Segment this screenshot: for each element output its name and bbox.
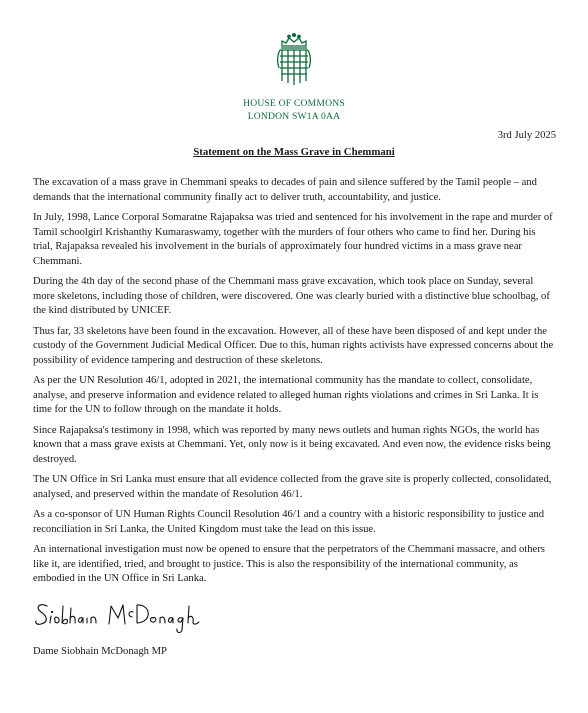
- paragraph: In July, 1998, Lance Corporal Somaratne Rajapaksa was tried and sentenced for his involvement in the rape and murder of Tamil schoolgirl Krishanthy Kumaraswamy, together with the murders of four others who came to find her. During his trial, Rajapaksa revealed his involvement in the burials of approximately four hundred victims in a mass grave near Chemmani.: [33, 212, 553, 267]
- paragraph: The UN Office in Sri Lanka must ensure that all evidence collected from the grave site is properly collected, consolidated, analysed, and preserved within the mandate of Resolution 46/1.: [33, 474, 552, 500]
- signer-name: Dame Siobhain McDonagh MP: [33, 646, 167, 657]
- letter-date: 3rd July 2025: [497, 130, 556, 141]
- paragraph: The excavation of a mass grave in Chemmani speaks to decades of pain and silence suffered by the Tamil people – and demands that the international community finally act to deliver truth, accountability, and justice.: [33, 177, 537, 203]
- paragraph: During the 4th day of the second phase of the Chemmani mass grave excavation, which took place on Sunday, several more skeletons, including those of children, were discovered. One was clearly buried with a distinctive blue schoolbag, of the kind distributed by UNICEF.: [33, 276, 550, 316]
- portcullis-icon: [276, 32, 312, 88]
- paragraph: As a co-sponsor of UN Human Rights Council Resolution 46/1 and a country with a historic responsibility to justice and reconciliation in Sri Lanka, the United Kingdom must take the lead on this issue.: [33, 509, 545, 535]
- statement-body: [33, 176, 555, 593]
- statement-title: Statement on the Mass Grave in Chemmani: [193, 146, 395, 158]
- paragraph: An international investigation must now be opened to ensure that the perpetrators of the Chemmani massacre, and others like it, are identified, tried, and brought to justice. This is also the responsibility of the international community, as embodied in the UN Office in Sri Lanka.: [33, 544, 545, 584]
- letterhead-line-2: LONDON SW1A 0AA: [247, 111, 341, 122]
- handwritten-signature: [33, 596, 203, 636]
- letterhead-line-1: HOUSE OF COMMONS: [243, 98, 345, 109]
- paragraph: Thus far, 33 skeletons have been found in the excavation. However, all of these have been disposed of and kept under the custody of the Government Judicial Medical Officer. Due to this, human rights activists have expressed concerns about the possibility of evidence tampering and destruction of these skeletons.: [33, 325, 554, 366]
- paragraph: As per the UN Resolution 46/1, adopted in 2021, the international community has the mandate to collect, consolidate, analyse, and preserve information and evidence related to alleged human rights violations and crimes in Sri Lanka. It is time for the UN to follow through on the mandate it holds.: [33, 375, 539, 415]
- paragraph: Since Rajapaksa's testimony in 1998, which was reported by many news outlets and human rights NGOs, the world has known that a mass grave exists at Chemmani. Yet, only now is it being excavated. And even now, the evidence risks being destroyed.: [33, 424, 551, 465]
